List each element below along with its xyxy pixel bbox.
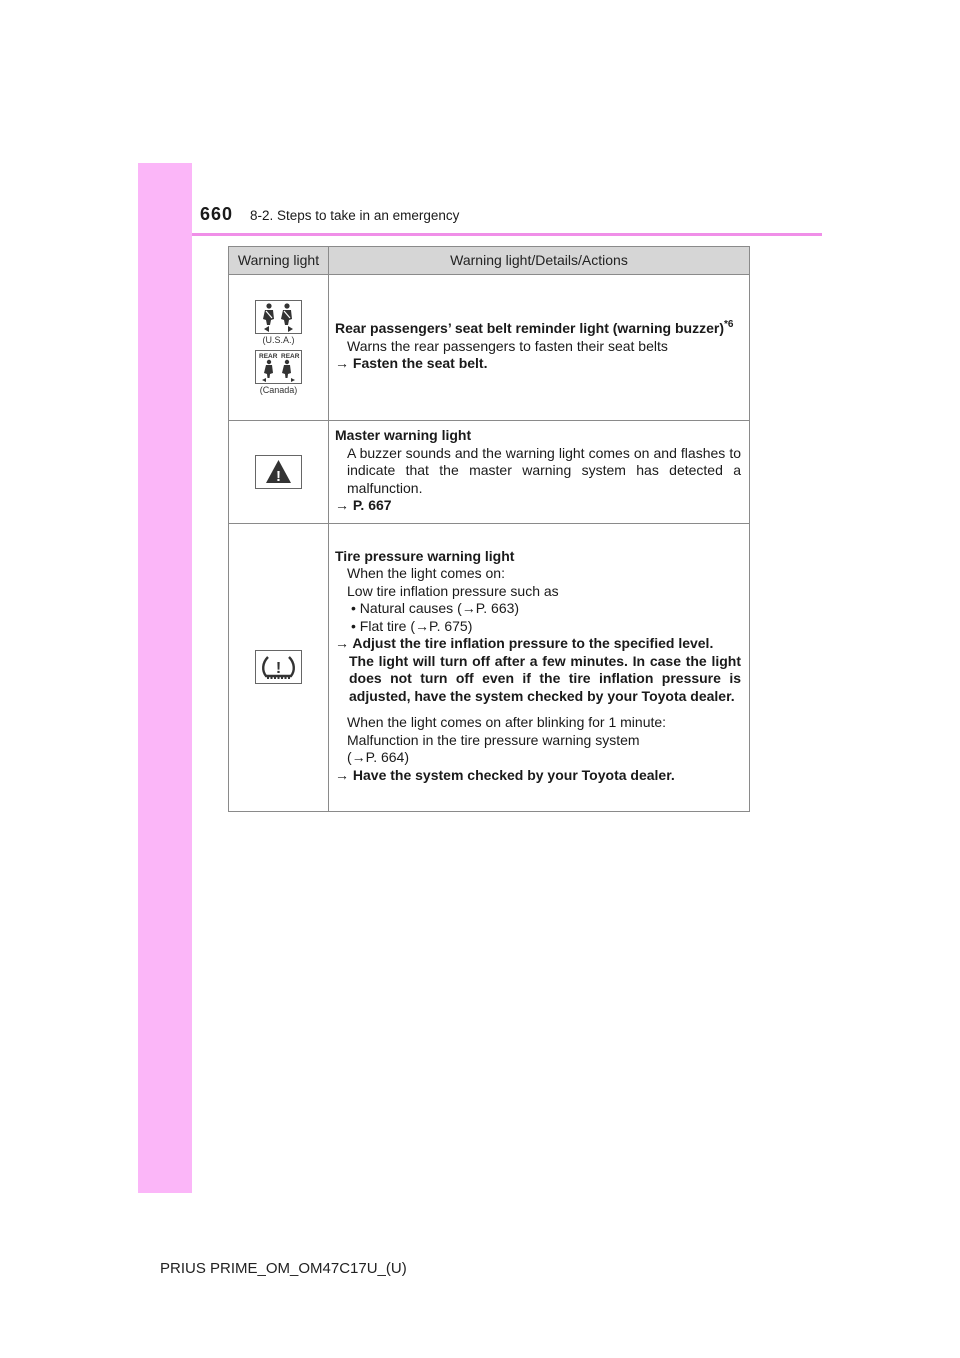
- warning-light-table: [228, 246, 750, 812]
- light-title: Rear passengers’ seat belt reminder light (warning buzzer)$^{*6}$: [335, 319, 734, 337]
- usa-caption: (U.S.A.): [262, 334, 295, 345]
- light-description: A buzzer sounds and the warning light comes on and flashes to indicate that the master warning system has detected a malfunction.: [347, 444, 741, 496]
- light-action: → Have the system checked by your Toyota dealer.: [335, 766, 675, 783]
- list-item: • Flat tire (→P. 675): [351, 617, 473, 634]
- light-action: → P. 667: [335, 497, 392, 513]
- page-number: 660: [200, 204, 234, 224]
- details-cell: [329, 275, 750, 421]
- table-row-rear-seat-belt: [229, 275, 750, 421]
- rear-label-left: REAR: [259, 352, 278, 360]
- column-header-warning-light: Warning light: [229, 247, 329, 275]
- page-reference: (→P. 664): [347, 749, 410, 766]
- details-cell: [329, 421, 750, 524]
- column-header-details: Warning light/Details/Actions: [329, 247, 750, 275]
- rear-seat-belt-usa-icon: [255, 300, 302, 334]
- light-action: → Adjust the tire inflation pressure to the specified level.: [335, 635, 714, 652]
- condition-line: When the light comes on:: [347, 565, 505, 582]
- table-header-row: [229, 247, 750, 275]
- svg-text:!: !: [276, 467, 281, 485]
- tire-pressure-warning-icon: [255, 650, 302, 684]
- details-cell: [329, 523, 750, 811]
- table-row-master-warning: [229, 421, 750, 524]
- canada-caption: (Canada): [259, 384, 298, 395]
- light-title: Tire pressure warning light: [335, 547, 515, 564]
- light-title: Master warning light: [335, 427, 472, 443]
- light-description: Warns the rear passengers to fasten their seat belts: [347, 337, 668, 354]
- icon-cell: [229, 275, 329, 421]
- list-item: • Natural causes (→P. 663): [351, 600, 520, 617]
- table-row-tire-pressure: [229, 523, 750, 811]
- malfunction-line: Malfunction in the tire pressure warning system: [347, 731, 640, 748]
- icon-cell: [229, 523, 329, 811]
- svg-text:!: !: [275, 660, 282, 677]
- footnote-mark: *6: [724, 319, 734, 331]
- condition-line: When the light comes on after blinking for 1 minute:: [347, 714, 667, 731]
- cause-intro: Low tire inflation pressure such as: [347, 582, 559, 599]
- icon-cell: [229, 421, 329, 524]
- header-rule: [192, 233, 822, 236]
- rear-label-right: REAR: [281, 352, 300, 360]
- light-action: → Fasten the seat belt.: [335, 355, 488, 372]
- master-warning-icon: [255, 455, 302, 489]
- action-detail: The light will turn off after a few minutes. In case the light does not turn off even if the tire inflation pressure is adjusted, have the system checked by your Toyota dealer.: [349, 652, 741, 704]
- side-tab-band: [138, 163, 192, 1193]
- rear-seat-belt-canada-icon: [255, 350, 302, 384]
- section-title: 8-2. Steps to take in an emergency: [250, 208, 460, 223]
- footer-manual-id: PRIUS PRIME_OM_OM47C17U_(U): [160, 1260, 407, 1277]
